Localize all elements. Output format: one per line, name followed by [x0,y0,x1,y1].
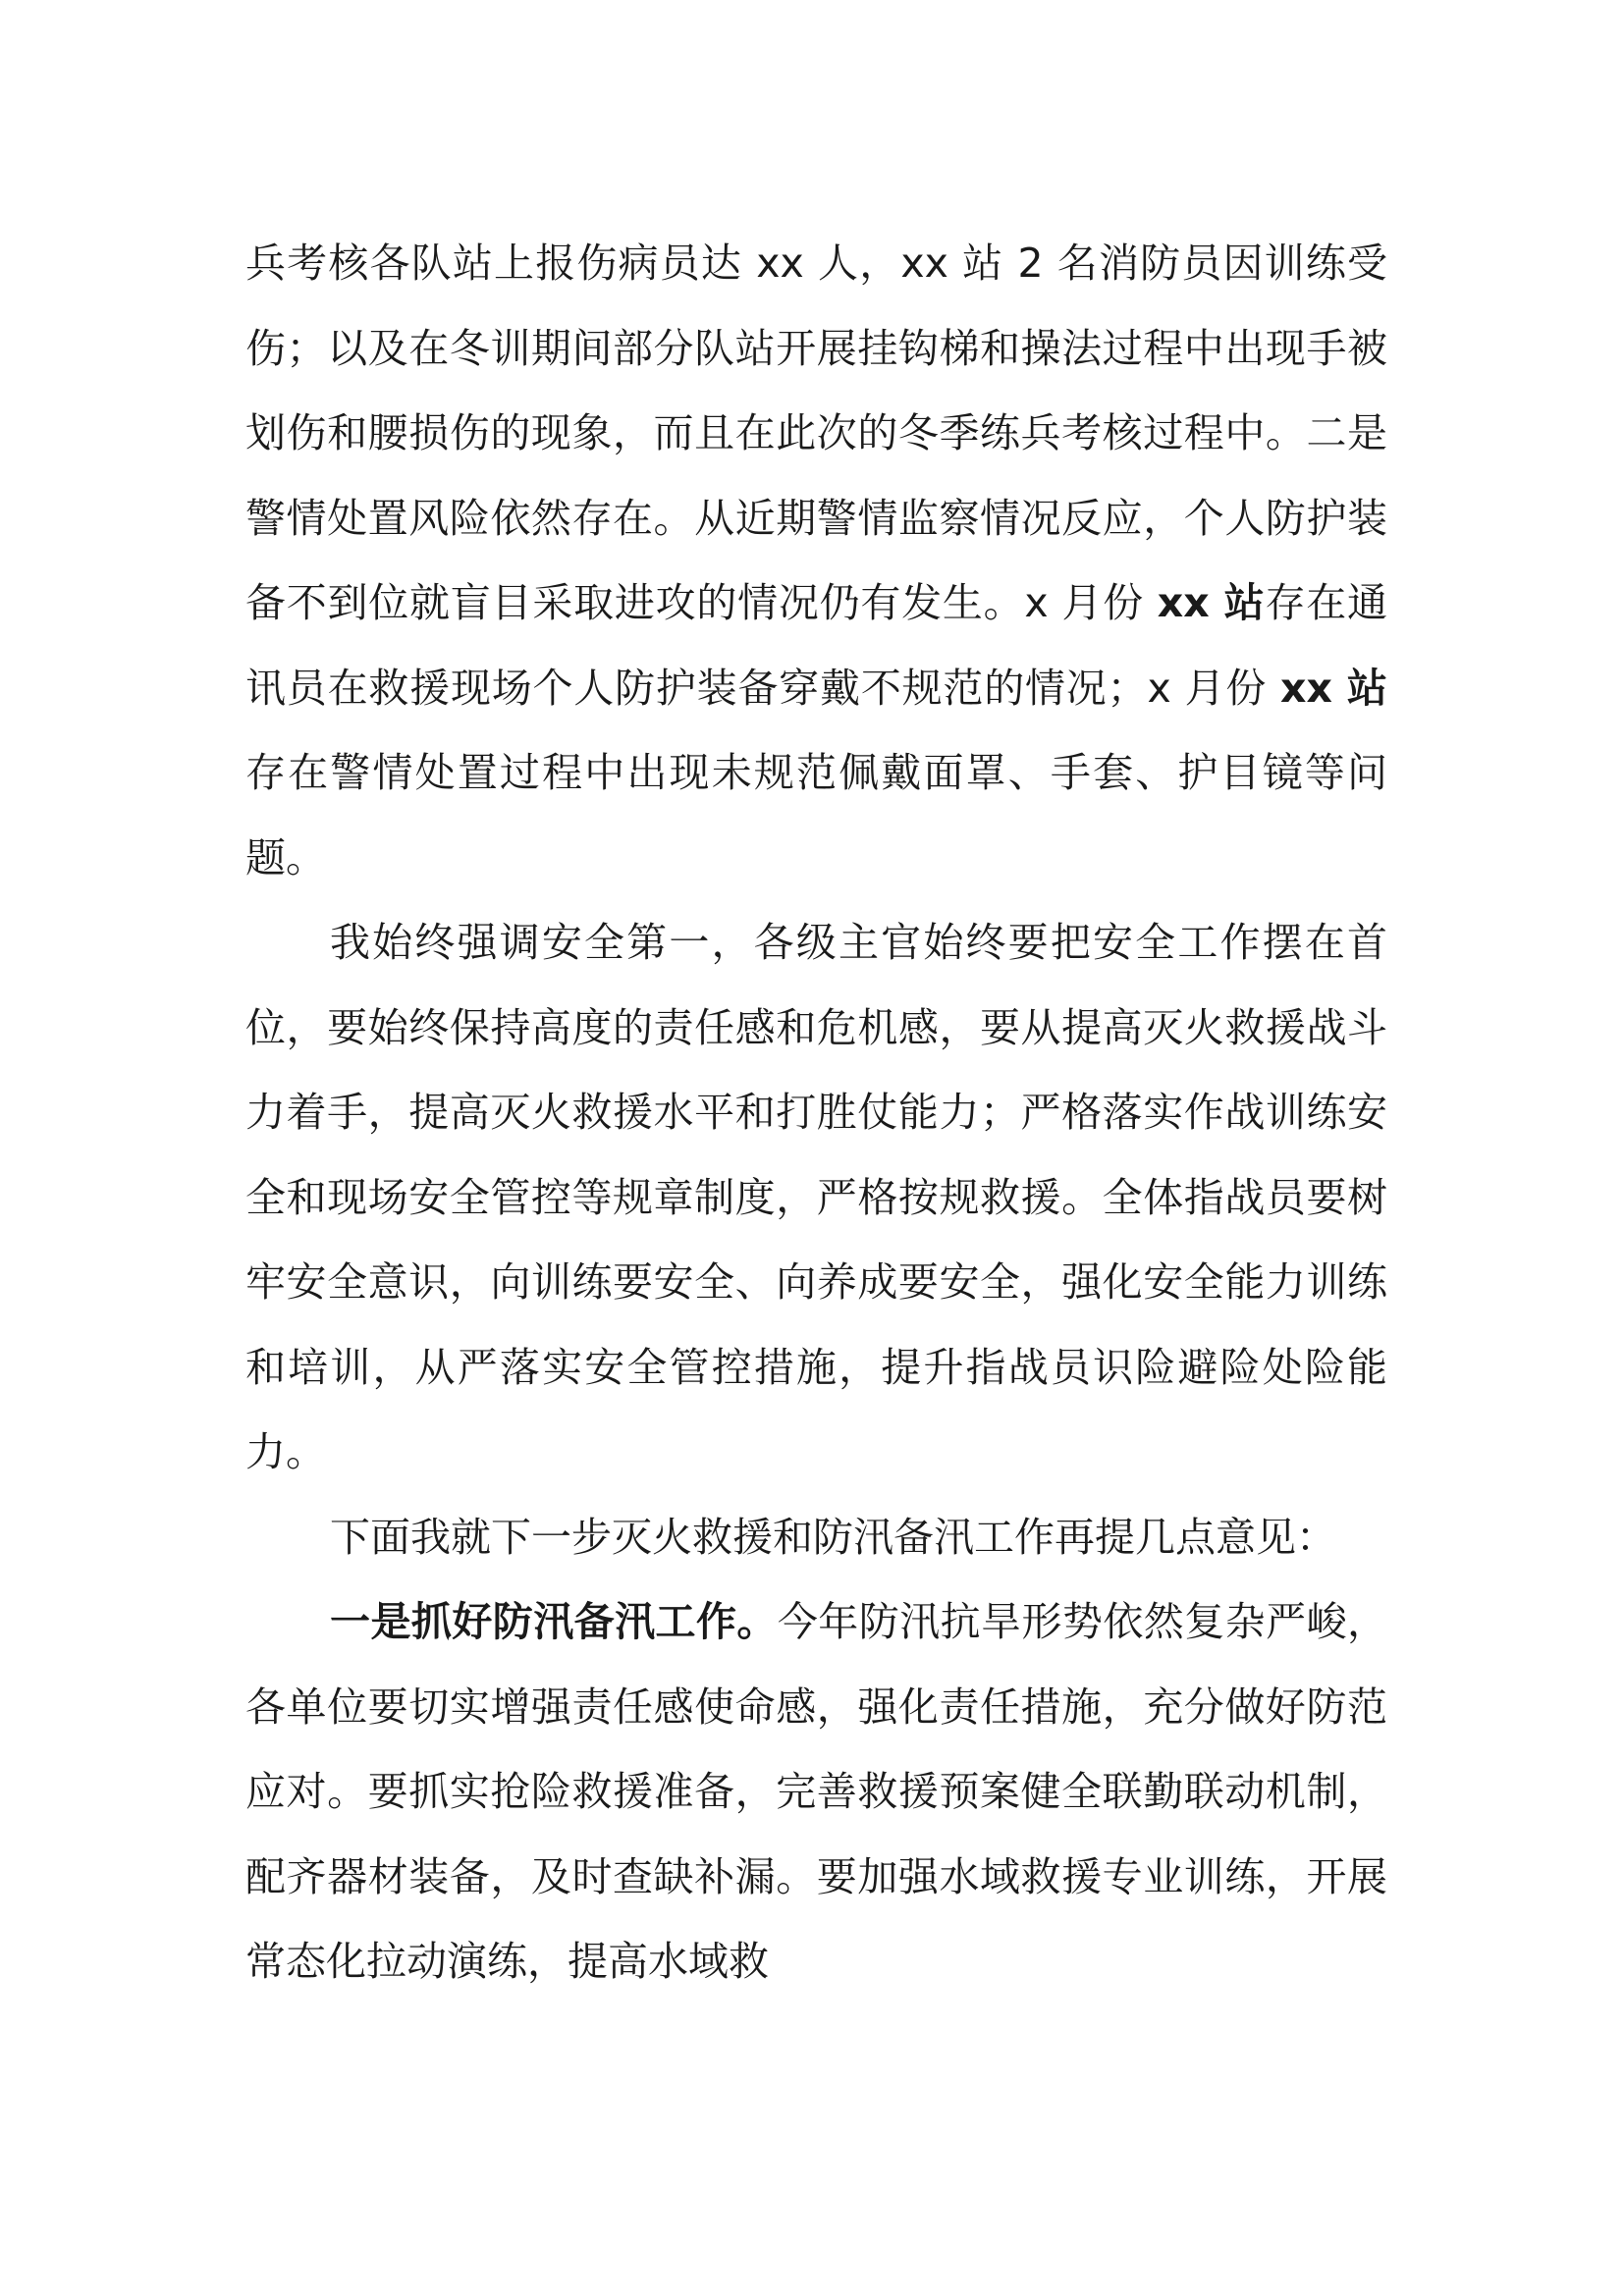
paragraph-1-segment-5: 存在警情处置过程中出现未规范佩戴面罩、手套、护目镜等问题。 [245,749,1387,881]
paragraph-1-segment-2: xx 站 [1157,579,1266,626]
paragraph-1-segment-1: 兵考核各队站上报伤病员达 xx 人，xx 站 2 名消防员因训练受伤；以及在冬训期间部分队站开展挂钩梯和操法过程中出现手被划伤和腰损伤的现象，而且在此次的冬季练兵考核过程中。二是警情处置风险依然存在。从近期警情监察情况反应，个人防护装备不到位就盲目采取进攻的情况仍有发生。x 月份 [245,240,1387,626]
paragraph-4-segment-2: 今年防汛抗旱形势依然复杂严峻，各单位要切实增强责任感使命感，强化责任措施，充分做好防范应对。要抓实抢险救援准备，完善救援预案健全联勤联动机制，配齐器材装备，及时查缺补漏。要加强水域救援专业训练，开展常态化拉动演练，提高水域救 [245,1598,1388,1985]
paragraph-4-heading: 一是抓好防汛备汛工作。 [330,1598,778,1645]
paragraph-1-segment-4: xx 站 [1280,664,1388,712]
paragraph-4 [245,1579,1387,2004]
paragraph-2-segment-1: 我始终强调安全第一，各级主官始终要把安全工作摆在首位，要始终保持高度的责任感和危机感，要从提高灭火救援战斗力着手，提高灭火救援水平和打胜仗能力；严格落实作战训练安全和现场安全管控等规章制度，严格按规救援。全体指战员要树牢安全意识，向训练要安全、向养成要安全，强化安全能力训练和培训，从严落实安全管控措施，提升指战员识险避险处险能力。 [245,919,1387,1475]
paragraph-1-segment-3: 存在通讯员在救援现场个人防护装备穿戴不规范的情况；x 月份 [245,579,1388,712]
document-page [245,221,1387,2004]
paragraph-3-segment-1: 下面我就下一步灭火救援和防汛备汛工作再提几点意见： [330,1513,1336,1561]
paragraph-3 [245,1495,1387,1580]
paragraph-1 [245,221,1387,900]
paragraph-2 [245,900,1387,1495]
